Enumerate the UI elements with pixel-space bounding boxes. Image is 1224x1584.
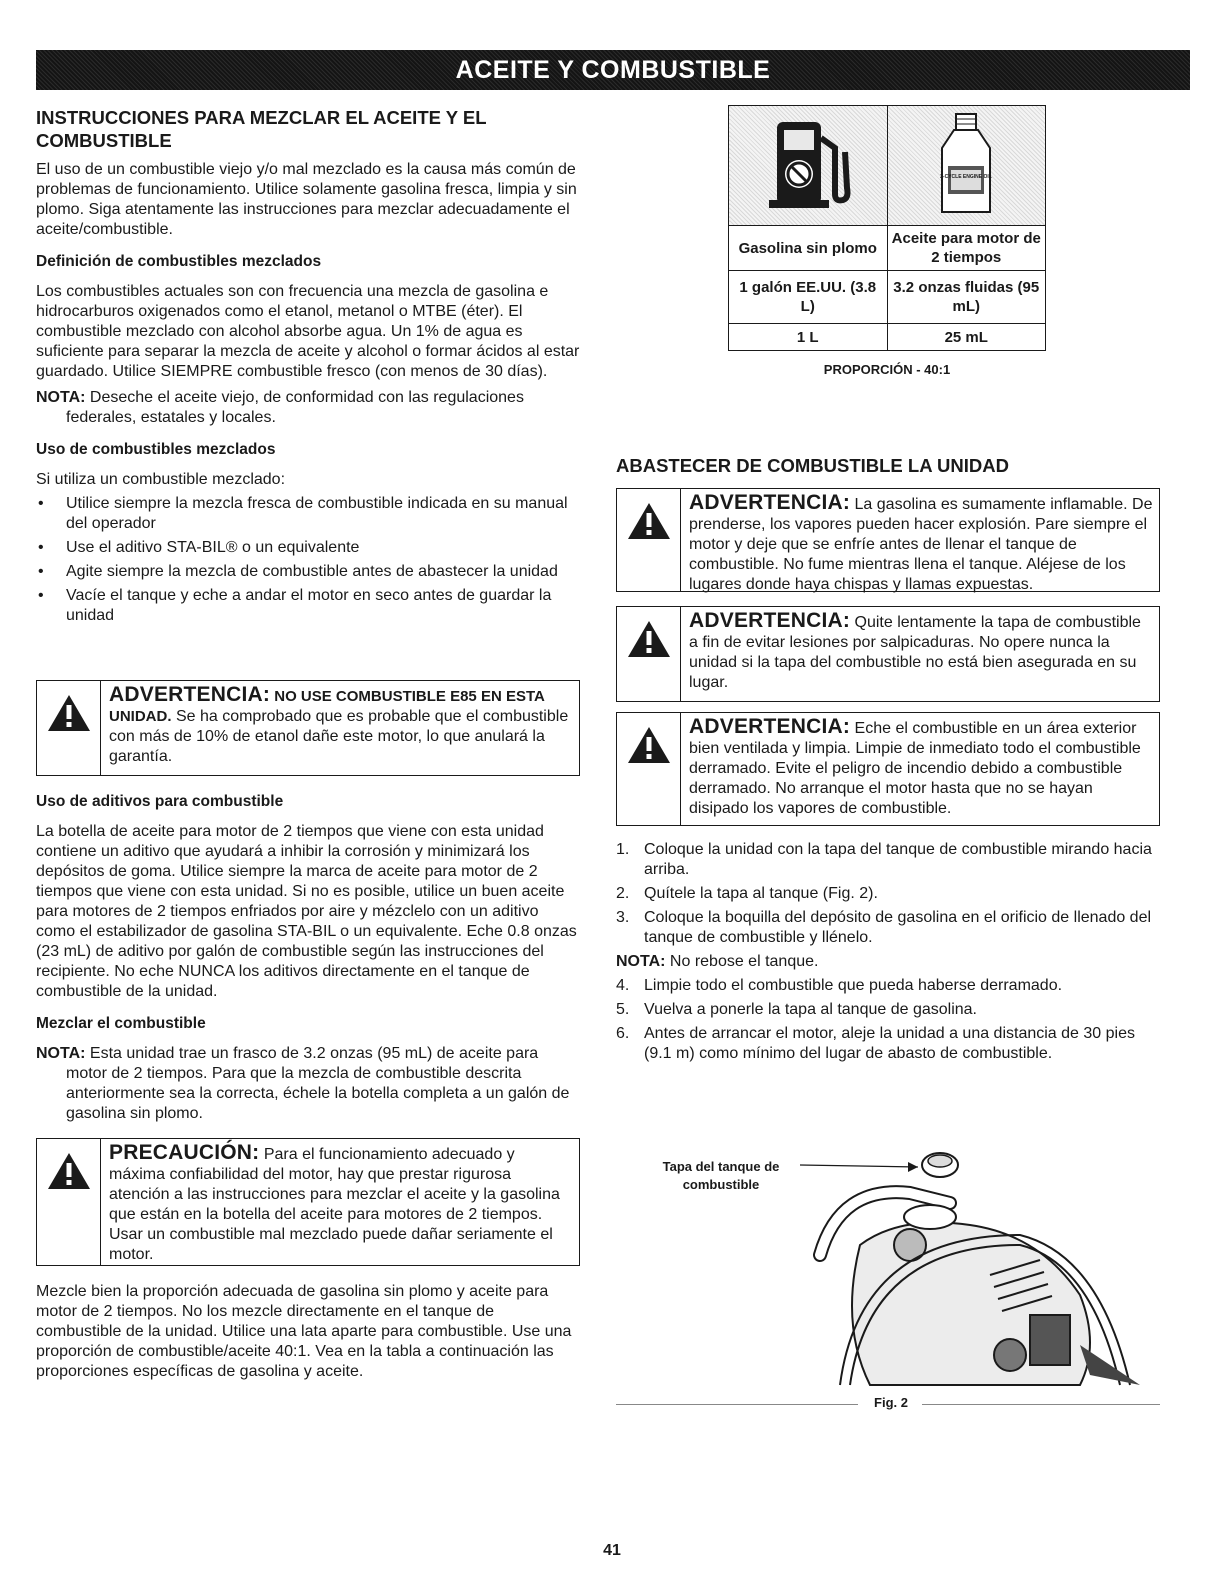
warning-flammable — [616, 488, 1160, 592]
warning-title: ADVERTENCIA: — [689, 715, 851, 738]
step-text: Vuelva a ponerle la tapa al tanque de gasolina. — [644, 1001, 977, 1018]
table-header: Aceite para motor de 2 tiempos — [887, 226, 1046, 271]
nota-2-label: NOTA: — [36, 1045, 86, 1062]
main-heading: INSTRUCCIONES PARA MEZCLAR EL ACEITE Y EL COMBUSTIBLE — [36, 107, 487, 151]
warning-cap — [616, 606, 1160, 702]
table-cell: 1 galón EE.UU. (3.8 L) — [729, 271, 888, 324]
nota-label: NOTA: — [616, 953, 666, 970]
step-text: Limpie todo el combustible que pueda haberse derramado. — [644, 977, 1063, 994]
warning-text — [681, 713, 1159, 825]
step-text: Coloque la unidad con la tapa del tanque de combustible mirando hacia arriba. — [644, 841, 1152, 878]
intro-paragraph: El uso de un combustible viejo y/o mal mezclado es la causa más común de problemas de funcionamiento. Utilice solamente gasolina fresca, limpia y sin plomo. Siga atentamente las instrucciones para mezclar adecuadamente el aceite/combustible. — [36, 161, 577, 238]
warning-text — [681, 489, 1159, 591]
list-item — [616, 1000, 1160, 1020]
step-number: 2. — [616, 885, 630, 902]
def-heading: Definición de combustibles mezclados — [36, 253, 322, 270]
bottle-label: 2-CYCLE ENGINE OIL — [940, 174, 993, 180]
uso-heading: Uso de combustibles mezclados — [36, 441, 276, 458]
warning-icon-cell — [617, 713, 681, 825]
steps-list-b — [616, 976, 1160, 1064]
warning-title: ADVERTENCIA: — [109, 683, 271, 706]
def-paragraph: Los combustibles actuales son con frecuencia una mezcla de gasolina e hidrocarburos oxigenados como el etanol, metanol o MTBE (éter). El combustible mezclado con alcohol absorbe agua. Un 1% de agua es suficiente para separar la mezcla de aceite y alcohol o formar ácidos al estar guardado. Utilice SIEMPRE combustible fresco (con menos de 30 días). — [36, 283, 580, 380]
aditivos-heading: Uso de aditivos para combustible — [36, 793, 284, 810]
warning-e85 — [36, 680, 580, 776]
oil-bottle-icon — [926, 108, 1006, 218]
warning-text — [681, 607, 1159, 701]
table-cell: 1 L — [729, 324, 888, 351]
left-column — [36, 106, 580, 630]
table-cell: 3.2 onzas fluidas (95 mL) — [887, 271, 1046, 324]
nota-2-text: Esta unidad trae un frasco de 3.2 onzas (95 mL) de aceite para motor de 2 tiempos. Para que la mezcla de combustible descrita anteriormente sea la correcta, échele la botella completa a un galón de gasolina sin plomo. — [66, 1045, 570, 1122]
warning-body: Se ha comprobado que es probable que el combustible con más de 10% de etanol dañe este motor, lo que anulará la garantía. — [109, 708, 569, 765]
warning-body: Eche el combustible en un área exterior bien ventilada y limpia. Limpie de inmediato todo el combustible derramado. Evite el peligro de incendio debido a combustible derramado. No arranque el motor hasta que no se hayan disipado los vapores de combustible. — [689, 720, 1141, 817]
warning-icon — [46, 1151, 92, 1191]
list-item — [616, 976, 1160, 996]
warning-body: Quite lentamente la tapa de combustible a fin de evitar lesiones por salpicaduras. No opere nunca la unidad si la tapa del combustible no está bien asegurada en su lugar. — [689, 614, 1141, 691]
warning-icon-cell — [617, 489, 681, 591]
list-item: • Use el aditivo STA-BIL® o un equivalente — [36, 538, 580, 558]
figure-rule-left — [616, 1404, 858, 1405]
nota-1 — [36, 388, 580, 428]
section-banner: ACEITE Y COMBUSTIBLE — [36, 50, 1190, 90]
oil-bottle-cell — [887, 106, 1046, 226]
list-item: • Agite siempre la mezcla de combustible antes de abastecer la unidad — [36, 562, 580, 582]
warning-icon — [626, 725, 672, 765]
list-item — [616, 908, 1160, 948]
nota-1-label: NOTA: — [36, 389, 86, 406]
refuel-heading: ABASTECER DE COMBUSTIBLE LA UNIDAD — [616, 455, 1009, 476]
refuel-steps — [616, 840, 1160, 1068]
warning-caps: NO USE COMBUSTIBLE E85 EN ESTA UNIDAD. — [109, 688, 545, 725]
mixed-fuel-list — [36, 494, 580, 626]
chainsaw-figure — [780, 1145, 1160, 1395]
list-item — [616, 1024, 1160, 1064]
caution-box — [36, 1138, 580, 1266]
warning-icon-cell — [617, 607, 681, 701]
fuel-pump-icon — [753, 108, 863, 218]
caution-icon-cell — [37, 1139, 101, 1265]
nota-text: No rebose el tanque. — [665, 953, 819, 970]
ratio-caption: PROPORCIÓN - 40:1 — [823, 362, 951, 377]
nota-1-text: Deseche el aceite viejo, de conformidad con las regulaciones federales, estatales y locales. — [66, 389, 524, 426]
warning-e85-text — [101, 681, 579, 775]
warning-icon — [626, 501, 672, 541]
list-item: • Utilice siempre la mezcla fresca de combustible indicada en su manual del operador — [36, 494, 580, 534]
list-item: • Vacíe el tanque y eche a andar el motor en seco antes de guardar la unidad — [36, 586, 580, 626]
step-text: Antes de arrancar el motor, aleje la unidad a una distancia de 30 pies (9.1 m) como mínimo del lugar de abasto de combustible. — [644, 1025, 1135, 1062]
nota-2 — [36, 1044, 580, 1124]
list-item — [616, 840, 1160, 880]
uso-intro: Si utiliza un combustible mezclado: — [36, 471, 286, 488]
mezclar-heading: Mezclar el combustible — [36, 1015, 206, 1032]
closing-paragraph: Mezcle bien la proporción adecuada de gasolina sin plomo y aceite para motor de 2 tiempos. No los mezcle directamente en el tanque de combustible de la unidad. Utilice una lata aparte para combustible. Use una proporción de combustible/aceite 40:1. Vea en la tabla a continuación las proporciones específicas de gasolina y aceite. — [36, 1283, 572, 1380]
step-number: 5. — [616, 1001, 630, 1018]
steps-list-a — [616, 840, 1160, 948]
refuel-nota — [616, 952, 1160, 972]
aditivos-paragraph: La botella de aceite para motor de 2 tiempos que viene con esta unidad contiene un aditivo que ayudará a inhibir la corrosión y minimizará los depósitos de goma. Utilice siempre la marca de aceite para motor de 2 tiempos que viene con esta unidad. Si no es posible, utilice un buen aceite para motores de 2 tiempos enfriados por aire y mézclelo con un aditivo como el estabilizador de gasolina STA-BIL o un equivalente. Eche 0.8 onzas (23 mL) de aditivo por galón de combustible según las instrucciones del recipiente. No eche NUNCA los aditivos directamente en el tanque de combustible de la unidad. — [36, 823, 577, 1000]
table-cell: 25 mL — [887, 324, 1046, 351]
warning-icon — [626, 619, 672, 659]
table-header: Gasolina sin plomo — [729, 226, 888, 271]
step-number: 6. — [616, 1025, 630, 1042]
figure-label: Tapa del tanque de combustible — [662, 1159, 780, 1192]
step-number: 1. — [616, 841, 630, 858]
step-text: Coloque la boquilla del depósito de gasolina en el orificio de llenado del tanque de combustible y llénelo. — [644, 909, 1152, 946]
warning-icon — [37, 681, 101, 775]
left-column-lower — [36, 792, 580, 1124]
step-number: 3. — [616, 909, 630, 926]
page-number: 41 — [603, 1542, 621, 1559]
warning-title: ADVERTENCIA: — [689, 491, 851, 514]
ratio-table — [728, 105, 1046, 351]
figure-caption: Fig. 2 — [874, 1395, 908, 1410]
step-text: Quítele la tapa al tanque (Fig. 2). — [644, 885, 878, 902]
warning-title: ADVERTENCIA: — [689, 609, 851, 632]
caution-title: PRECAUCIÓN: — [109, 1141, 260, 1164]
caution-body: Para el funcionamiento adecuado y máxima confiabilidad del motor, hay que prestar rigurosa atención a las instrucciones para mezclar el aceite y la gasolina que están en la botella del aceite para motores de 2 tiempos. Usar un combustible mal mezclado puede dañar seriamente el motor. — [109, 1146, 560, 1263]
step-number: 4. — [616, 977, 630, 994]
fuel-pump-cell — [729, 106, 888, 226]
warning-body: La gasolina es sumamente inflamable. De prenderse, los vapores pueden hacer explosión. Pare siempre el motor y deje que se enfríe antes de llenar el tanque de combustible. No fume mientras llena el tanque. Aléjese de los lugares donde haya chispas y llamas expuestas. — [689, 496, 1153, 593]
list-item — [616, 884, 1160, 904]
warning-ventilated — [616, 712, 1160, 826]
caution-text — [101, 1139, 579, 1265]
figure-rule-right — [922, 1404, 1160, 1405]
